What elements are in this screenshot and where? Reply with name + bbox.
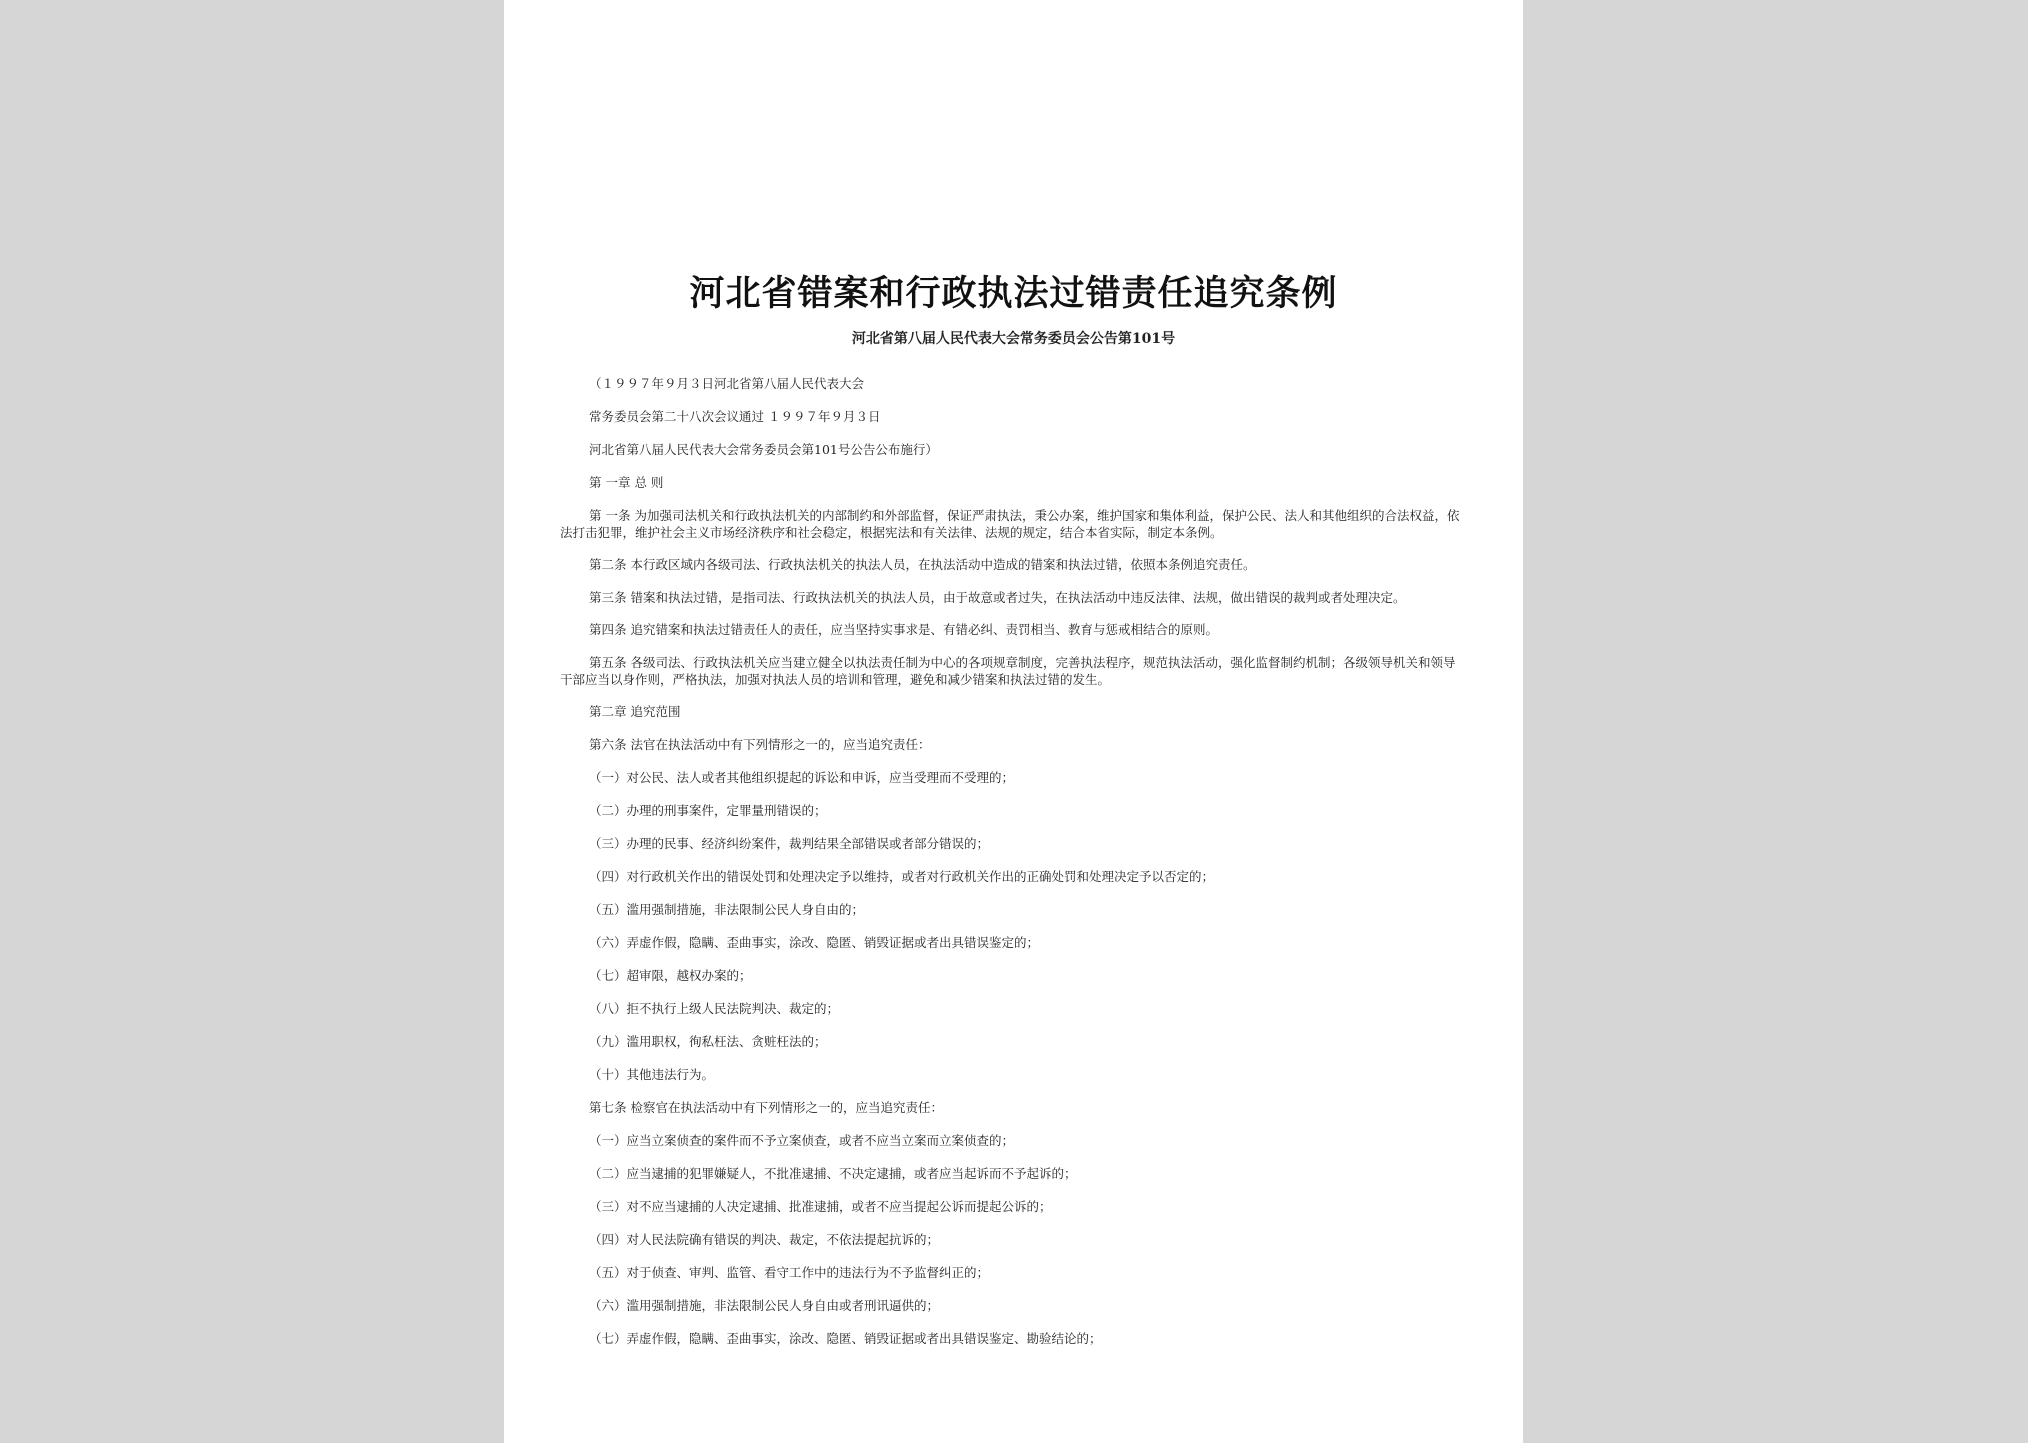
- list-item: （三）对不应当逮捕的人决定逮捕、批准逮捕，或者不应当提起公诉而提起公诉的；: [589, 1199, 1052, 1214]
- document-body: [560, 375, 1464, 1363]
- list-item: （四）对人民法院确有错误的判决、裁定，不依法提起抗诉的；: [589, 1232, 940, 1247]
- paragraph: 常务委员会第二十八次会议通过 １９９７年９月３日: [589, 409, 881, 424]
- paragraph: （１９９７年９月３日河北省第八届人民代表大会: [589, 376, 865, 391]
- document-page: [504, 0, 1523, 1443]
- list-item: （五）滥用强制措施，非法限制公民人身自由的；: [589, 902, 865, 917]
- list-item: （八）拒不执行上级人民法院判决、裁定的；: [589, 1001, 840, 1016]
- chapter-heading: 第 一章 总 则: [589, 475, 664, 490]
- article-paragraph: 第五条 各级司法、行政执法机关应当建立健全以执法责任制为中心的各项规章制度，完善执法程序，规范执法活动，强化监督制约机制；各级领导机关和领导干部应当以身作则，严格执法，加强对执法人员的培训和管理，避免和减少错案和执法过错的发生。: [560, 655, 1456, 687]
- list-item: （六）滥用强制措施，非法限制公民人身自由或者刑讯逼供的；: [589, 1298, 940, 1313]
- list-item: （二）办理的刑事案件，定罪量刑错误的；: [589, 803, 827, 818]
- paragraph: 河北省第八届人民代表大会常务委员会第101号公告公布施行）: [589, 442, 938, 457]
- list-item: （四）对行政机关作出的错误处罚和处理决定予以维持，或者对行政机关作出的正确处罚和处理决定予以否定的；: [589, 869, 1215, 884]
- list-item: （九）滥用职权，徇私枉法、贪赃枉法的；: [589, 1034, 827, 1049]
- article-paragraph: 第三条 错案和执法过错，是指司法、行政执法机关的执法人员，由于故意或者过失，在执法活动中违反法律、法规，做出错误的裁判或者处理决定。: [589, 590, 1406, 605]
- article-paragraph: 第七条 检察官在执法活动中有下列情形之一的，应当追究责任：: [589, 1100, 943, 1115]
- article-paragraph: 第二条 本行政区域内各级司法、行政执法机关的执法人员，在执法活动中造成的错案和执法过错，依照本条例追究责任。: [589, 557, 1256, 572]
- list-item: （五）对于侦查、审判、监管、看守工作中的违法行为不予监督纠正的；: [589, 1265, 990, 1280]
- article-paragraph: 第四条 追究错案和执法过错责任人的责任，应当坚持实事求是、有错必纠、责罚相当、教育与惩戒相结合的原则。: [589, 622, 1218, 637]
- article-paragraph: 第六条 法官在执法活动中有下列情形之一的，应当追究责任：: [589, 737, 931, 752]
- list-item: （十）其他违法行为。: [589, 1067, 715, 1082]
- document-subtitle: 河北省第八届人民代表大会常务委员会公告第101号: [851, 331, 1176, 347]
- chapter-heading: 第二章 追究范围: [589, 704, 681, 719]
- document-title: 河北省错案和行政执法过错责任追究条例: [689, 273, 1338, 314]
- list-item: （三）办理的民事、经济纠纷案件，裁判结果全部错误或者部分错误的；: [589, 836, 990, 851]
- list-item: （七）超审限，越权办案的；: [589, 968, 752, 983]
- list-item: （二）应当逮捕的犯罪嫌疑人，不批准逮捕、不决定逮捕，或者应当起诉而不予起诉的；: [589, 1166, 1077, 1181]
- article-paragraph: 第 一条 为加强司法机关和行政执法机关的内部制约和外部监督，保证严肃执法，秉公办案，维护国家和集体利益，保护公民、法人和其他组织的合法权益，依法打击犯罪，维护社会主义市场经济秩序和社会稳定，根据宪法和有关法律、法规的规定，结合本省实际，制定本条例。: [560, 508, 1460, 540]
- list-item: （七）弄虚作假，隐瞒、歪曲事实，涂改、隐匿、销毁证据或者出具错误鉴定、勘验结论的；: [589, 1331, 1102, 1346]
- list-item: （六）弄虚作假，隐瞒、歪曲事实，涂改、隐匿、销毁证据或者出具错误鉴定的；: [589, 935, 1040, 950]
- list-item: （一）应当立案侦查的案件而不予立案侦查，或者不应当立案而立案侦查的；: [589, 1133, 1015, 1148]
- list-item: （一）对公民、法人或者其他组织提起的诉讼和申诉，应当受理而不受理的；: [589, 770, 1015, 785]
